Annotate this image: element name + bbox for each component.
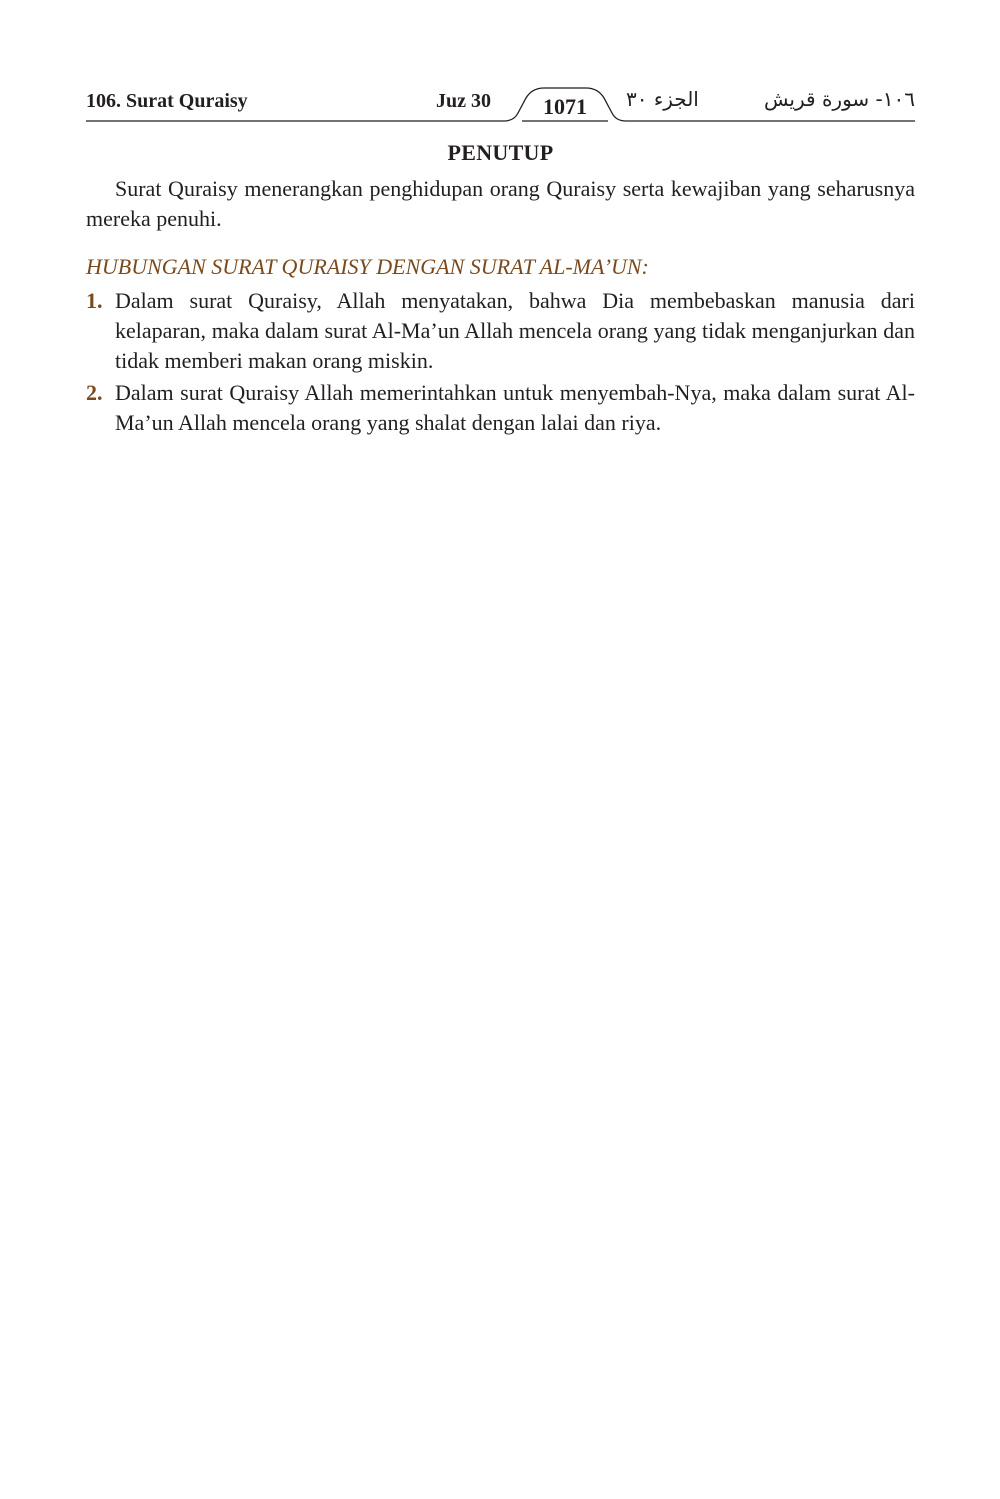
- list-item: [86, 286, 915, 376]
- section-title: PENUTUP: [447, 140, 554, 165]
- relation-list: [86, 286, 915, 440]
- list-item-text: Dalam surat Quraisy Allah memerintahkan untuk menyembah-Nya, maka dalam surat Al-Ma’un Allah mencela orang yang shalat dengan lalai dan riya.: [115, 380, 915, 435]
- header-juz-latin: Juz 30: [436, 90, 491, 112]
- list-item: [86, 378, 915, 438]
- header-surah-arabic: ١٠٦- سورة قريش: [763, 87, 915, 111]
- closing-paragraph: Surat Quraisy menerangkan penghidupan orang Quraisy serta kewajiban yang seharusnya mereka penuhi.: [86, 176, 915, 231]
- header-juz-arabic: الجزء ٣٠: [626, 87, 699, 111]
- page-header: [86, 84, 915, 128]
- list-item-text: Dalam surat Quraisy, Allah menyatakan, bahwa Dia membebaskan manusia dari kelaparan, maka dalam surat Al-Ma’un Allah mencela orang yang tidak menganjurkan dan tidak memberi makan orang miskin.: [115, 288, 915, 373]
- list-item-number: 2.: [86, 380, 103, 405]
- header-surah-latin: 106. Surat Quraisy: [86, 90, 248, 112]
- page-number: 1071: [543, 94, 587, 119]
- subheading: HUBUNGAN SURAT QURAISY DENGAN SURAT AL-MA’UN:: [86, 254, 649, 279]
- list-item-number: 1.: [86, 288, 103, 313]
